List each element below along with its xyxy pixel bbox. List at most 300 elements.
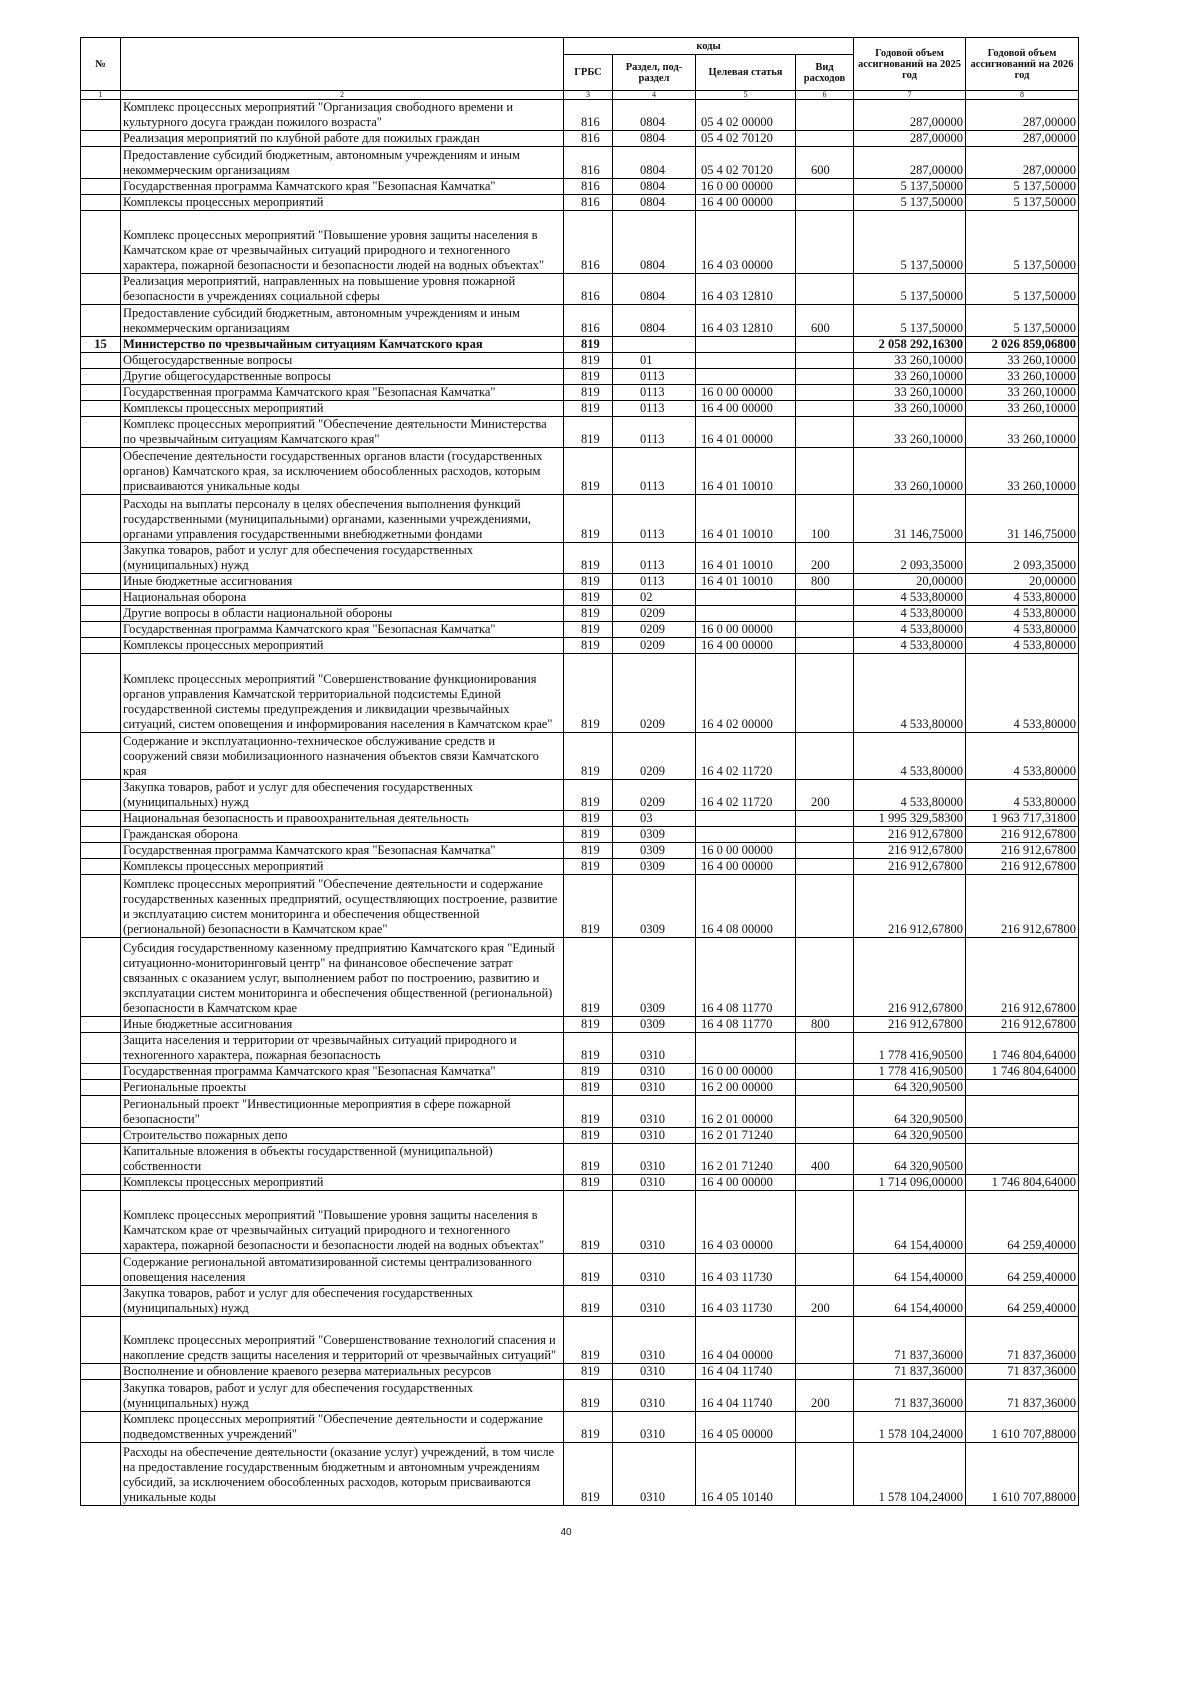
amount-2026-cell: 71 837,36000 <box>966 1317 1079 1364</box>
expense-type-cell <box>796 100 854 131</box>
target-article-cell: 16 4 00 00000 <box>696 400 796 416</box>
row-number-cell <box>81 147 121 178</box>
grbs-code-cell: 819 <box>564 1127 613 1143</box>
item-name-cell: Реализация мероприятий по клубной работе для пожилых граждан <box>121 131 564 147</box>
table-row <box>81 827 1079 843</box>
table-row <box>81 1064 1079 1080</box>
item-name-cell: Обеспечение деятельности государственных органов власти (государственных органов) Камчатского края, за исключением обособленных расходов, которым присваиваются уникальные коды <box>121 448 564 495</box>
expense-type-cell <box>796 1443 854 1506</box>
table-row <box>81 654 1079 733</box>
amount-2025-cell: 20,00000 <box>854 574 966 590</box>
amount-2026-cell: 1 963 717,31800 <box>966 811 1079 827</box>
table-row <box>81 1364 1079 1380</box>
item-name-cell: Закупка товаров, работ и услуг для обеспечения государственных (муниципальных) нужд <box>121 1285 564 1316</box>
row-number-cell <box>81 1127 121 1143</box>
section-code-cell: 02 <box>613 590 696 606</box>
page-number: 40 <box>560 1527 572 1538</box>
item-name-cell: Субсидия государственному казенному предприятию Камчатского края "Единый ситуационно-мониторинговый центр" на финансовое обеспечение затрат связанных с оказанием услуг, выполнением работ по построению, развитию и эксплуатации систем мониторинга и обеспечения общественной (региональной) безопасности в Камчатском крае <box>121 938 564 1017</box>
codes-header: коды <box>564 38 854 55</box>
row-number-cell <box>81 400 121 416</box>
table-row <box>81 1096 1079 1127</box>
row-number-cell <box>81 542 121 573</box>
item-name-cell: Другие общегосударственные вопросы <box>121 368 564 384</box>
grbs-code-cell: 819 <box>564 368 613 384</box>
row-number-cell <box>81 448 121 495</box>
grbs-code-cell: 816 <box>564 131 613 147</box>
section-code-cell: 01 <box>613 352 696 368</box>
target-article-cell: 16 4 03 00000 <box>696 210 796 273</box>
grbs-code-cell: 819 <box>564 1364 613 1380</box>
grbs-code-cell: 816 <box>564 194 613 210</box>
row-number-cell <box>81 1096 121 1127</box>
section-code-cell: 0310 <box>613 1064 696 1080</box>
section-code-cell: 03 <box>613 811 696 827</box>
grbs-code-cell: 819 <box>564 336 613 352</box>
grbs-code-cell: 819 <box>564 574 613 590</box>
section-code-cell: 0113 <box>613 400 696 416</box>
section-code-cell: 0309 <box>613 875 696 938</box>
section-code-cell: 0113 <box>613 542 696 573</box>
expense-type-cell <box>796 336 854 352</box>
target-article-cell: 16 4 02 11720 <box>696 779 796 810</box>
target-article-cell: 16 4 04 11740 <box>696 1364 796 1380</box>
table-row <box>81 1411 1079 1442</box>
section-code-cell <box>613 336 696 352</box>
amount-2025-header: Годовой объем ассигнований на 2025 год <box>854 38 966 91</box>
column-number: 6 <box>796 91 854 100</box>
target-article-cell: 16 4 00 00000 <box>696 194 796 210</box>
section-code-cell: 0113 <box>613 416 696 447</box>
expense-type-cell <box>796 210 854 273</box>
target-article-cell: 16 4 04 11740 <box>696 1380 796 1411</box>
table-row <box>81 495 1079 542</box>
table-row <box>81 859 1079 875</box>
grbs-code-cell: 819 <box>564 416 613 447</box>
section-code-cell: 0804 <box>613 147 696 178</box>
table-row <box>81 210 1079 273</box>
target-article-cell <box>696 368 796 384</box>
amount-2026-cell: 20,00000 <box>966 574 1079 590</box>
grbs-header: ГРБС <box>564 55 613 91</box>
table-row <box>81 352 1079 368</box>
row-number-cell <box>81 368 121 384</box>
grbs-code-cell: 819 <box>564 400 613 416</box>
grbs-code-cell: 819 <box>564 352 613 368</box>
grbs-code-cell: 816 <box>564 100 613 131</box>
amount-2025-cell: 287,00000 <box>854 147 966 178</box>
row-number-cell <box>81 1175 121 1191</box>
row-number-cell <box>81 732 121 779</box>
amount-2026-cell: 5 137,50000 <box>966 273 1079 304</box>
table-row <box>81 400 1079 416</box>
column-number: 8 <box>966 91 1079 100</box>
row-number-cell <box>81 638 121 654</box>
grbs-code-cell: 816 <box>564 210 613 273</box>
section-code-cell: 0113 <box>613 574 696 590</box>
table-row <box>81 1175 1079 1191</box>
target-article-cell <box>696 336 796 352</box>
amount-2025-cell: 4 533,80000 <box>854 606 966 622</box>
item-name-cell: Закупка товаров, работ и услуг для обеспечения государственных (муниципальных) нужд <box>121 1380 564 1411</box>
expense-type-cell <box>796 1127 854 1143</box>
amount-2026-cell: 287,00000 <box>966 147 1079 178</box>
budget-allocation-table <box>80 37 1079 1506</box>
amount-2026-cell: 216 912,67800 <box>966 843 1079 859</box>
grbs-code-cell: 819 <box>564 542 613 573</box>
row-number-cell <box>81 1064 121 1080</box>
row-number-cell <box>81 1080 121 1096</box>
item-name-cell: Государственная программа Камчатского края "Безопасная Камчатка" <box>121 622 564 638</box>
section-code-cell: 0310 <box>613 1096 696 1127</box>
expense-type-cell: 800 <box>796 574 854 590</box>
expense-type-cell <box>796 732 854 779</box>
table-row <box>81 131 1079 147</box>
table-body <box>81 100 1079 1506</box>
row-number-cell <box>81 1317 121 1364</box>
table-row <box>81 606 1079 622</box>
table-row <box>81 147 1079 178</box>
grbs-code-cell: 819 <box>564 638 613 654</box>
expense-type-cell <box>796 1254 854 1285</box>
section-code-cell: 0310 <box>613 1443 696 1506</box>
amount-2026-cell: 64 259,40000 <box>966 1191 1079 1254</box>
target-article-cell: 16 4 05 10140 <box>696 1443 796 1506</box>
row-number-cell <box>81 606 121 622</box>
grbs-code-cell: 819 <box>564 1380 613 1411</box>
item-name-cell: Закупка товаров, работ и услуг для обеспечения государственных (муниципальных) нужд <box>121 542 564 573</box>
column-number: 4 <box>613 91 696 100</box>
section-code-cell: 0113 <box>613 384 696 400</box>
row-number-cell <box>81 495 121 542</box>
item-name-cell: Комплексы процессных мероприятий <box>121 859 564 875</box>
grbs-code-cell: 819 <box>564 1080 613 1096</box>
row-number-cell <box>81 938 121 1017</box>
amount-2026-cell <box>966 1096 1079 1127</box>
target-article-cell: 16 4 02 11720 <box>696 732 796 779</box>
section-code-cell: 0209 <box>613 606 696 622</box>
section-code-cell: 0310 <box>613 1032 696 1063</box>
section-code-cell: 0310 <box>613 1285 696 1316</box>
target-article-cell: 16 4 08 00000 <box>696 875 796 938</box>
row-number-cell <box>81 210 121 273</box>
section-code-cell: 0309 <box>613 827 696 843</box>
row-number-cell <box>81 100 121 131</box>
table-row <box>81 1443 1079 1506</box>
target-article-cell: 16 2 01 71240 <box>696 1143 796 1174</box>
amount-2026-cell: 1 610 707,88000 <box>966 1411 1079 1442</box>
amount-2025-cell: 5 137,50000 <box>854 273 966 304</box>
amount-2026-cell: 4 533,80000 <box>966 590 1079 606</box>
section-code-cell: 0209 <box>613 622 696 638</box>
row-number-cell <box>81 178 121 194</box>
expense-type-cell <box>796 416 854 447</box>
amount-2025-cell: 64 320,90500 <box>854 1080 966 1096</box>
column-number: 5 <box>696 91 796 100</box>
target-article-cell <box>696 811 796 827</box>
row-number-cell <box>81 416 121 447</box>
table-row <box>81 1127 1079 1143</box>
item-name-cell: Содержание региональной автоматизированной системы централизованного оповещения населения <box>121 1254 564 1285</box>
target-article-cell: 16 4 08 11770 <box>696 1016 796 1032</box>
expense-type-cell <box>796 131 854 147</box>
expense-type-cell <box>796 448 854 495</box>
target-article-cell: 16 4 03 12810 <box>696 305 796 336</box>
amount-2026-cell: 64 259,40000 <box>966 1285 1079 1316</box>
expense-type-cell <box>796 1317 854 1364</box>
section-code-cell: 0804 <box>613 194 696 210</box>
amount-2026-cell: 4 533,80000 <box>966 732 1079 779</box>
table-header <box>81 38 1079 100</box>
row-number-cell <box>81 654 121 733</box>
expense-type-cell: 100 <box>796 495 854 542</box>
item-name-cell: Комплекс процессных мероприятий "Повышение уровня защиты населения в Камчатском крае от чрезвычайных ситуаций природного и техногенного характера, пожарной безопасности и безопасности людей на водных объектах" <box>121 210 564 273</box>
section-code-cell: 0309 <box>613 859 696 875</box>
table-row <box>81 811 1079 827</box>
row-number-cell <box>81 273 121 304</box>
section-code-cell: 0804 <box>613 131 696 147</box>
amount-2025-cell: 33 260,10000 <box>854 416 966 447</box>
section-code-cell: 0804 <box>613 100 696 131</box>
item-name-cell: Иные бюджетные ассигнования <box>121 1016 564 1032</box>
amount-2026-cell: 5 137,50000 <box>966 210 1079 273</box>
amount-2025-cell: 216 912,67800 <box>854 827 966 843</box>
amount-2025-cell: 64 154,40000 <box>854 1254 966 1285</box>
amount-2025-cell: 2 093,35000 <box>854 542 966 573</box>
target-article-header: Целевая статья <box>696 55 796 91</box>
amount-2025-cell: 5 137,50000 <box>854 210 966 273</box>
amount-2026-cell: 33 260,10000 <box>966 352 1079 368</box>
header-row-column-numbers <box>81 91 1079 100</box>
table-row <box>81 1143 1079 1174</box>
item-name-cell: Комплекс процессных мероприятий "Обеспечение деятельности Министерства по чрезвычайным ситуациям Камчатского края" <box>121 416 564 447</box>
target-article-cell <box>696 1032 796 1063</box>
amount-2025-cell: 71 837,36000 <box>854 1364 966 1380</box>
expense-type-cell: 400 <box>796 1143 854 1174</box>
column-number: 7 <box>854 91 966 100</box>
target-article-cell: 16 4 03 11730 <box>696 1254 796 1285</box>
target-article-cell: 16 4 08 11770 <box>696 938 796 1017</box>
expense-type-cell <box>796 622 854 638</box>
table-row <box>81 100 1079 131</box>
amount-2026-cell: 5 137,50000 <box>966 178 1079 194</box>
expense-type-cell: 200 <box>796 779 854 810</box>
target-article-cell <box>696 606 796 622</box>
amount-2025-cell: 1 714 096,00000 <box>854 1175 966 1191</box>
amount-2026-cell <box>966 1127 1079 1143</box>
amount-2026-cell: 33 260,10000 <box>966 448 1079 495</box>
row-number-cell <box>81 352 121 368</box>
table-row <box>81 542 1079 573</box>
expense-type-cell <box>796 273 854 304</box>
item-name-cell: Комплексы процессных мероприятий <box>121 400 564 416</box>
target-article-cell: 16 4 05 00000 <box>696 1411 796 1442</box>
amount-2025-cell: 33 260,10000 <box>854 368 966 384</box>
expense-type-cell <box>796 194 854 210</box>
expense-type-cell <box>796 400 854 416</box>
expense-type-cell <box>796 654 854 733</box>
section-code-cell: 0310 <box>613 1080 696 1096</box>
target-article-cell: 16 4 03 11730 <box>696 1285 796 1316</box>
target-article-cell: 16 4 01 10010 <box>696 574 796 590</box>
amount-2025-cell: 71 837,36000 <box>854 1380 966 1411</box>
row-number-cell <box>81 1380 121 1411</box>
amount-2026-cell: 216 912,67800 <box>966 1016 1079 1032</box>
amount-2026-cell <box>966 1080 1079 1096</box>
target-article-cell: 16 4 00 00000 <box>696 638 796 654</box>
row-number-cell <box>81 1411 121 1442</box>
item-name-cell: Комплекс процессных мероприятий "Совершенствование технологий спасения и накопление средств защиты населения и территорий от чрезвычайных ситуаций" <box>121 1317 564 1364</box>
grbs-code-cell: 819 <box>564 1254 613 1285</box>
table-row <box>81 1285 1079 1316</box>
item-name-cell: Комплекс процессных мероприятий "Организация свободного времени и культурного досуга граждан пожилого возраста" <box>121 100 564 131</box>
target-article-cell: 16 4 03 12810 <box>696 273 796 304</box>
item-name-cell: Капитальные вложения в объекты государственной (муниципальной) собственности <box>121 1143 564 1174</box>
table-row <box>81 305 1079 336</box>
grbs-code-cell: 819 <box>564 654 613 733</box>
section-code-cell: 0310 <box>613 1254 696 1285</box>
amount-2025-cell: 31 146,75000 <box>854 495 966 542</box>
amount-2025-cell: 4 533,80000 <box>854 779 966 810</box>
target-article-cell: 16 2 01 00000 <box>696 1096 796 1127</box>
grbs-code-cell: 819 <box>564 1317 613 1364</box>
target-article-cell <box>696 827 796 843</box>
amount-2026-cell: 33 260,10000 <box>966 384 1079 400</box>
grbs-code-cell: 816 <box>564 305 613 336</box>
table-row <box>81 384 1079 400</box>
amount-2025-cell: 64 154,40000 <box>854 1285 966 1316</box>
table-row <box>81 1254 1079 1285</box>
amount-2026-cell: 33 260,10000 <box>966 416 1079 447</box>
item-name-cell: Государственная программа Камчатского края "Безопасная Камчатка" <box>121 384 564 400</box>
grbs-code-cell: 819 <box>564 1175 613 1191</box>
amount-2025-cell: 64 320,90500 <box>854 1127 966 1143</box>
expense-type-cell <box>796 859 854 875</box>
amount-2025-cell: 5 137,50000 <box>854 305 966 336</box>
table-row <box>81 1080 1079 1096</box>
amount-2026-cell: 216 912,67800 <box>966 859 1079 875</box>
amount-2025-cell: 4 533,80000 <box>854 638 966 654</box>
expense-type-cell <box>796 1364 854 1380</box>
amount-2026-cell: 64 259,40000 <box>966 1254 1079 1285</box>
expense-type-cell <box>796 843 854 859</box>
section-code-cell: 0310 <box>613 1143 696 1174</box>
row-number-cell <box>81 1254 121 1285</box>
section-code-cell: 0310 <box>613 1317 696 1364</box>
table-row <box>81 178 1079 194</box>
amount-2025-cell: 4 533,80000 <box>854 654 966 733</box>
expense-type-cell <box>796 1175 854 1191</box>
row-number-cell: 15 <box>81 336 121 352</box>
table-row <box>81 1032 1079 1063</box>
item-name-cell: Комплекс процессных мероприятий "Обеспечение деятельности и содержание подведомственных учреждений" <box>121 1411 564 1442</box>
expense-type-header: Вид расходов <box>796 55 854 91</box>
target-article-cell: 16 4 02 00000 <box>696 654 796 733</box>
amount-2025-cell: 64 154,40000 <box>854 1191 966 1254</box>
expense-type-cell: 600 <box>796 147 854 178</box>
item-name-cell: Комплексы процессных мероприятий <box>121 194 564 210</box>
grbs-code-cell: 819 <box>564 448 613 495</box>
target-article-cell: 05 4 02 00000 <box>696 100 796 131</box>
item-name-cell: Региональные проекты <box>121 1080 564 1096</box>
amount-2026-cell: 33 260,10000 <box>966 400 1079 416</box>
amount-2025-cell: 71 837,36000 <box>854 1317 966 1364</box>
expense-type-cell <box>796 638 854 654</box>
amount-2026-cell: 2 026 859,06800 <box>966 336 1079 352</box>
table-row <box>81 336 1079 352</box>
amount-2025-cell: 5 137,50000 <box>854 178 966 194</box>
section-code-cell: 0113 <box>613 368 696 384</box>
expense-type-cell <box>796 1080 854 1096</box>
amount-2026-cell: 216 912,67800 <box>966 875 1079 938</box>
amount-2025-cell: 1 778 416,90500 <box>854 1032 966 1063</box>
section-code-cell: 0310 <box>613 1175 696 1191</box>
table-row <box>81 574 1079 590</box>
section-code-cell: 0309 <box>613 843 696 859</box>
item-name-cell: Содержание и эксплуатационно-техническое обслуживание средств и сооружений связи мобилизационного назначения объектов связи Камчатского края <box>121 732 564 779</box>
grbs-code-cell: 819 <box>564 1191 613 1254</box>
column-number: 3 <box>564 91 613 100</box>
amount-2025-cell: 33 260,10000 <box>854 384 966 400</box>
expense-type-cell <box>796 368 854 384</box>
section-code-cell: 0804 <box>613 178 696 194</box>
amount-2025-cell: 4 533,80000 <box>854 732 966 779</box>
amount-2025-cell: 5 137,50000 <box>854 194 966 210</box>
number-header: № <box>81 38 121 91</box>
amount-2025-cell: 216 912,67800 <box>854 938 966 1017</box>
item-name-cell: Закупка товаров, работ и услуг для обеспечения государственных (муниципальных) нужд <box>121 779 564 810</box>
section-code-cell: 0209 <box>613 779 696 810</box>
target-article-cell: 16 4 01 00000 <box>696 416 796 447</box>
section-code-cell: 0310 <box>613 1411 696 1442</box>
item-name-cell: Национальная оборона <box>121 590 564 606</box>
section-code-cell: 0209 <box>613 732 696 779</box>
expense-type-cell <box>796 590 854 606</box>
item-name-cell: Государственная программа Камчатского края "Безопасная Камчатка" <box>121 178 564 194</box>
section-code-cell: 0310 <box>613 1380 696 1411</box>
amount-2026-cell: 1 610 707,88000 <box>966 1443 1079 1506</box>
column-number: 1 <box>81 91 121 100</box>
expense-type-cell <box>796 384 854 400</box>
table-row <box>81 938 1079 1017</box>
target-article-cell: 16 0 00 00000 <box>696 622 796 638</box>
amount-2025-cell: 64 320,90500 <box>854 1143 966 1174</box>
row-number-cell <box>81 811 121 827</box>
section-code-cell: 0113 <box>613 495 696 542</box>
item-name-cell: Общегосударственные вопросы <box>121 352 564 368</box>
expense-type-cell <box>796 811 854 827</box>
item-name-cell: Комплекс процессных мероприятий "Обеспечение деятельности и содержание государственных казенных предприятий, осуществляющих построение, развитие и эксплуатацию систем мониторинга и обеспечения общественной (региональной) безопасности в Камчатском крае" <box>121 875 564 938</box>
target-article-cell: 16 4 00 00000 <box>696 859 796 875</box>
target-article-cell: 05 4 02 70120 <box>696 131 796 147</box>
grbs-code-cell: 819 <box>564 384 613 400</box>
amount-2026-cell: 5 137,50000 <box>966 194 1079 210</box>
target-article-cell: 16 4 03 00000 <box>696 1191 796 1254</box>
expense-type-cell <box>796 1191 854 1254</box>
amount-2026-cell: 4 533,80000 <box>966 779 1079 810</box>
row-number-cell <box>81 843 121 859</box>
grbs-code-cell: 819 <box>564 843 613 859</box>
amount-2026-cell: 4 533,80000 <box>966 654 1079 733</box>
table-row <box>81 1317 1079 1364</box>
grbs-code-cell: 819 <box>564 732 613 779</box>
row-number-cell <box>81 1143 121 1174</box>
row-number-cell <box>81 384 121 400</box>
item-name-cell: Комплекс процессных мероприятий "Повышение уровня защиты населения в Камчатском крае от чрезвычайных ситуаций природного и техногенного характера, пожарной безопасности и безопасности людей на водных объектах" <box>121 1191 564 1254</box>
amount-2025-cell: 216 912,67800 <box>854 843 966 859</box>
amount-2026-cell: 287,00000 <box>966 131 1079 147</box>
table-row <box>81 368 1079 384</box>
amount-2026-cell: 1 746 804,64000 <box>966 1064 1079 1080</box>
